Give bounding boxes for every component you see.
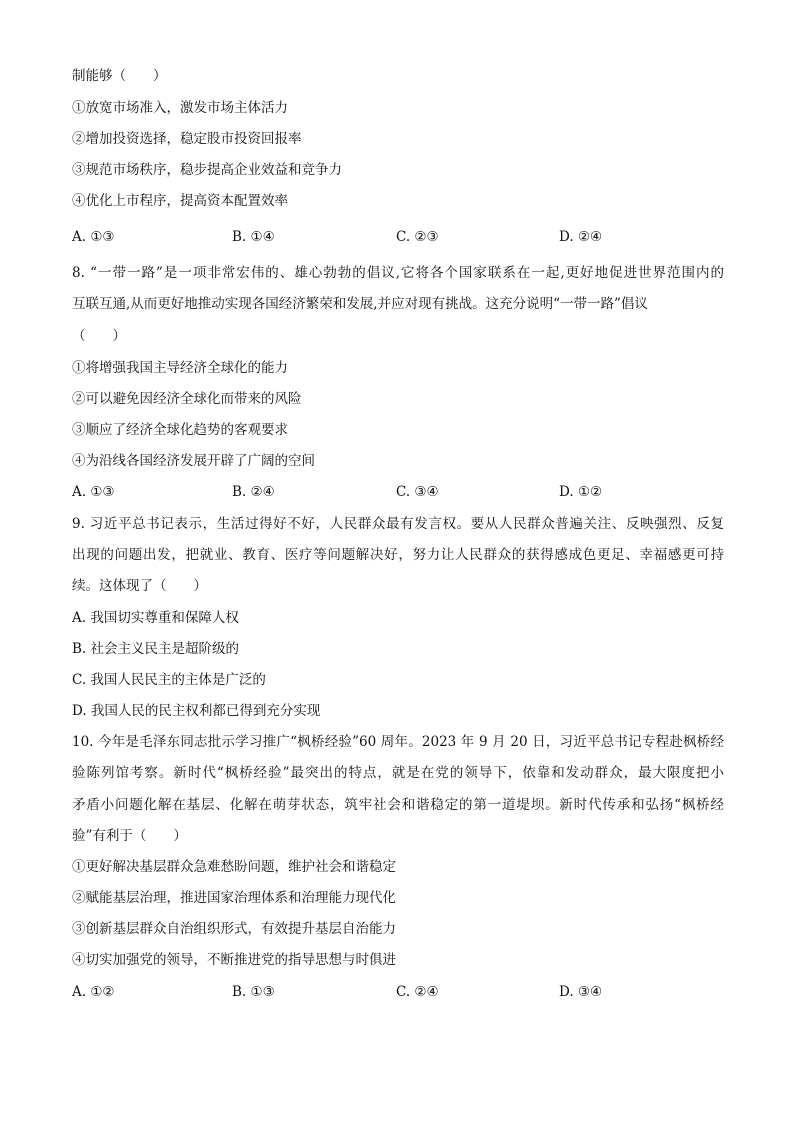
- option-a[interactable]: A. 我国切实尊重和保障人权: [72, 610, 239, 626]
- statement-3: ③顺应了经济全球化趋势的客观要求: [72, 422, 288, 438]
- statement-3: ③规范市场秩序，稳步提高企业效益和竞争力: [72, 162, 342, 178]
- statement-3: ③创新基层群众自治组织形式，有效提升基层自治能力: [72, 921, 396, 937]
- option-a[interactable]: A. ①②: [72, 984, 115, 1000]
- option-d[interactable]: D. 我国人民的民主权利都已得到充分实现: [72, 703, 321, 719]
- option-c[interactable]: C. ②③: [396, 229, 439, 245]
- question-stem-line: 验陈列馆考察。新时代“枫桥经验”最突出的特点，就是在党的领导下，依靠和发动群众，最大限度把小: [72, 765, 724, 781]
- option-b[interactable]: B. ①③: [232, 984, 275, 1000]
- statement-1: ①放宽市场准入，激发市场主体活力: [72, 100, 288, 116]
- option-c[interactable]: C. ③④: [396, 484, 439, 500]
- statement-2: ②赋能基层治理，推进国家治理体系和治理能力现代化: [72, 890, 396, 906]
- question-stem-line: 验”有利于（ ）: [72, 828, 187, 844]
- question-stem-line: 互联互通,从而更好地推动实现各国经济繁荣和发展,并应对现有挑战。这充分说明“一带一路”倡议: [72, 296, 648, 312]
- option-b[interactable]: B. ①④: [232, 229, 275, 245]
- question-stem-line: 出现的问题出发，把就业、教育、医疗等问题解决好，努力让人民群众的获得感成色更足、幸福感更可持: [72, 547, 724, 563]
- answer-options: [72, 482, 732, 502]
- option-d[interactable]: D. ③④: [559, 984, 603, 1000]
- answer-blank: （ ）: [72, 328, 126, 344]
- statement-4: ④为沿线各国经济发展开辟了广阔的空间: [72, 453, 315, 469]
- statement-1: ①更好解决基层群众急难愁盼问题，维护社会和谐稳定: [72, 859, 396, 875]
- option-d[interactable]: D. ①②: [559, 484, 603, 500]
- option-b[interactable]: B. ②④: [232, 484, 275, 500]
- question-stem-line: 8. “一带一路”是一项非常宏伟的、雄心勃勃的倡议,它将各个国家联系在一起,更好地促进世界范围内的: [72, 265, 724, 281]
- option-a[interactable]: A. ①③: [72, 484, 115, 500]
- answer-options: [72, 982, 732, 1002]
- option-a[interactable]: A. ①③: [72, 229, 115, 245]
- statement-4: ④切实加强党的领导，不断推进党的指导思想与时俱进: [72, 952, 396, 968]
- question-stem-line: 10. 今年是毛泽东同志批示学习推广“枫桥经验”60 周年。2023 年 9 月 20 日，习近平总书记专程赴枫桥经: [72, 734, 724, 750]
- option-d[interactable]: D. ②④: [559, 229, 603, 245]
- statement-1: ①将增强我国主导经济全球化的能力: [72, 360, 288, 376]
- statement-4: ④优化上市程序，提高资本配置效率: [72, 193, 288, 209]
- statement-2: ②可以避免因经济全球化而带来的风险: [72, 391, 302, 407]
- question-stem-line: 矛盾小问题化解在基层、化解在萌芽状态，筑牢社会和谐稳定的第一道堤坝。新时代传承和弘扬“枫桥经: [72, 797, 724, 813]
- question-stem-tail: 制能够（ ）: [72, 68, 167, 84]
- statement-2: ②增加投资选择，稳定股市投资回报率: [72, 131, 302, 147]
- question-stem-line: 9. 习近平总书记表示，生活过得好不好，人民群众最有发言权。要从人民群众普遍关注、反映强烈、反复: [72, 516, 724, 532]
- option-b[interactable]: B. 社会主义民主是超阶级的: [72, 641, 240, 657]
- answer-options: [72, 227, 732, 247]
- question-stem-line: 续。这体现了（ ）: [72, 578, 207, 594]
- option-c[interactable]: C. ②④: [396, 984, 439, 1000]
- option-c[interactable]: C. 我国人民民主的主体是广泛的: [72, 672, 266, 688]
